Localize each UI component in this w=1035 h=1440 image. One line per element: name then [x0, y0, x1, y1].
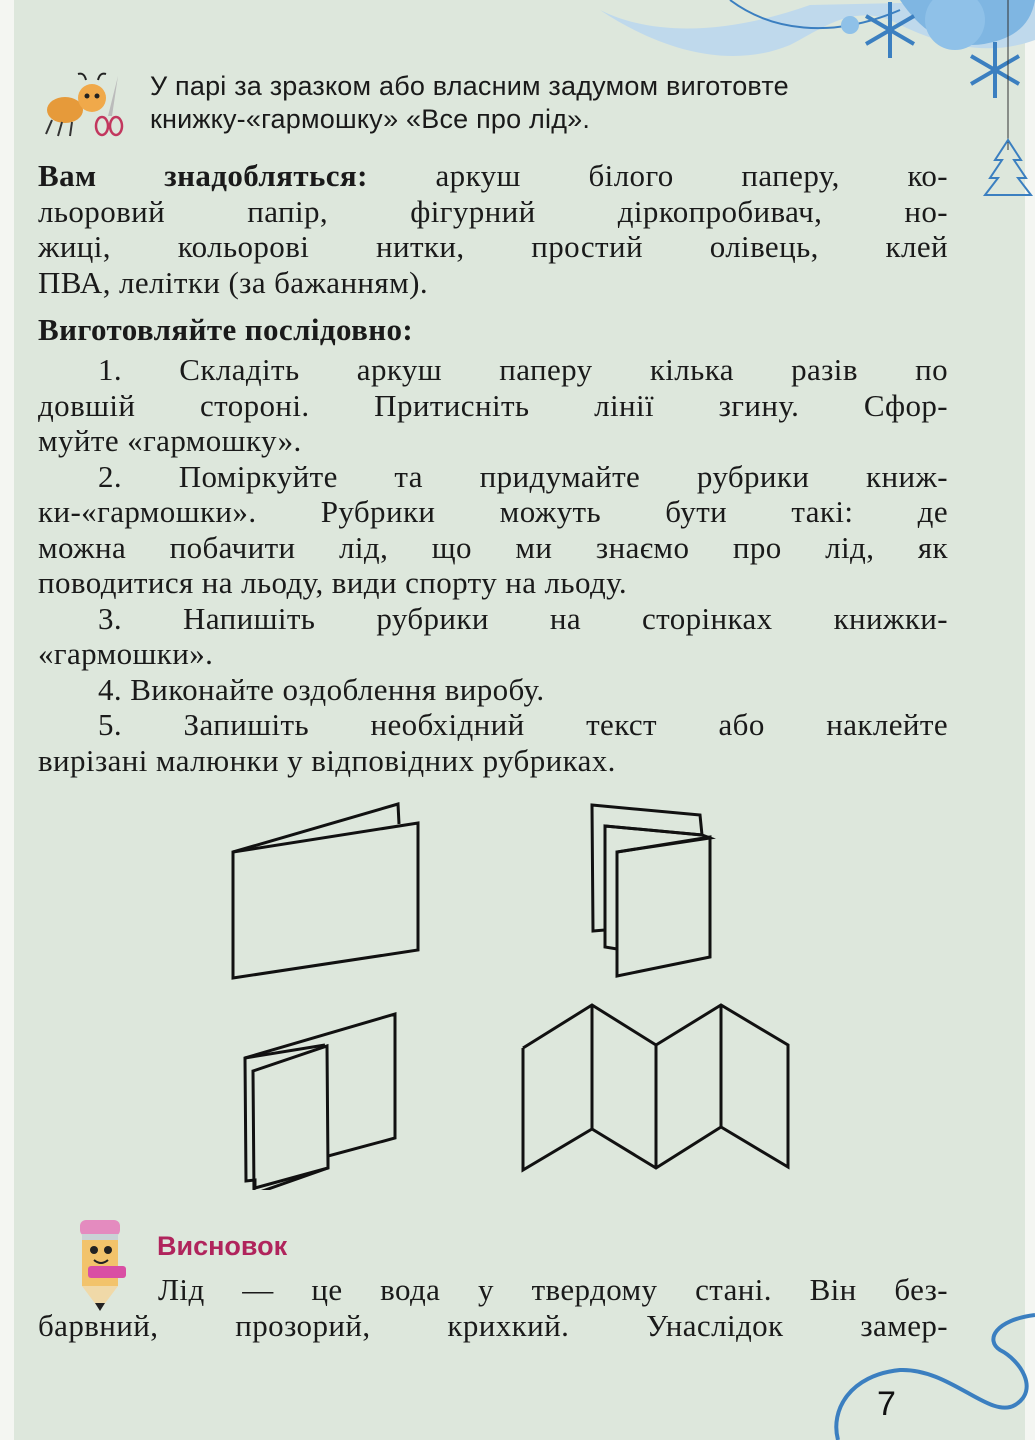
step-line: 1. Складіть аркуш паперу кілька разів по: [98, 352, 948, 387]
ribbon-decoration-icon: [820, 1300, 1035, 1440]
step-line: 5. Запишіть необхідний текст або наклейте: [98, 707, 948, 742]
conclusion-paragraph: [38, 1272, 948, 1343]
steps-heading: Виготовляйте послідовно:: [38, 312, 414, 347]
step-line: 4. Виконайте оздоблення виробу.: [98, 671, 545, 707]
intro-line: У парі за зразком або власним задумом виготовте: [150, 71, 789, 101]
materials-label: Вам знадобляться:: [38, 158, 368, 193]
step-line: ки-«гармошки». Рубрики можуть бути такі: де: [38, 494, 948, 529]
intro-line: книжку-«гармошку» «Все про лід».: [150, 104, 591, 134]
conclusion-line: барвний, прозорий, крихкий. Унаслідок замер-: [38, 1307, 948, 1343]
page-number: 7: [877, 1385, 896, 1423]
accordion-three-panel-icon: [592, 805, 710, 976]
accordion-unfolded-icon: [523, 1005, 788, 1170]
booklet-folded-icon: [233, 804, 418, 978]
materials-line: льоровий папір, фігурний діркопробивач, но-: [38, 193, 948, 229]
step-line: поводитися на льоду, види спорту на льоду.: [38, 565, 628, 600]
task-intro: [150, 70, 950, 136]
conclusion-line: Лід — це вода у твердому стані. Він без-: [158, 1272, 948, 1307]
ant-with-scissors-icon: [40, 68, 128, 140]
page-margin-left: [0, 0, 14, 1440]
step-line: «гармошки».: [38, 636, 214, 671]
conclusion-title: Висновок: [157, 1231, 288, 1261]
booklet-open-icon: [245, 1014, 395, 1190]
step-line: муйте «гармошку».: [38, 423, 302, 458]
step-line: вирізані малюнки у відповідних рубриках.: [38, 742, 616, 778]
step-line: 2. Поміркуйте та придумайте рубрики книж-: [98, 458, 948, 494]
steps-list: [38, 352, 948, 778]
materials-line: ПВА, лелітки (за бажанням).: [38, 264, 428, 300]
materials-line: жиці, кольорові нитки, простий олівець, клей: [38, 229, 948, 264]
materials-paragraph: Вам знадобляться: аркуш білого паперу, ко- льоровий папір, фігурний діркопробивач, но- жиці, кольорові нитки, простий олівець, клей ПВА, лелітки (за бажанням).: [38, 158, 948, 300]
step-line: 3. Напишіть рубрики на сторінках книжки-: [98, 600, 948, 636]
booklet-illustrations: [0, 790, 1035, 1190]
page-margin-right: [1025, 0, 1035, 1440]
step-line: можна побачити лід, що ми знаємо про лід, як: [38, 529, 948, 565]
step-line: довшій стороні. Притисніть лінії згину. Сфор-: [38, 387, 948, 423]
